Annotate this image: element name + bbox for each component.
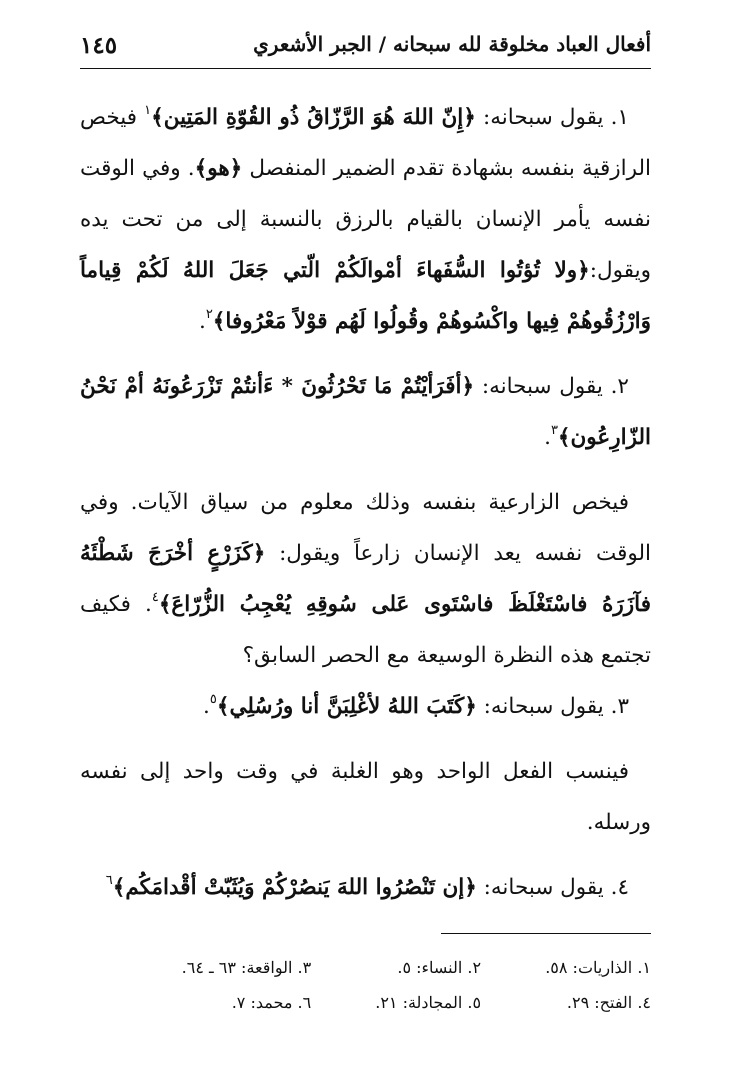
page-number: ١٤٥ bbox=[80, 32, 118, 59]
paragraph-6 bbox=[80, 862, 651, 913]
item-lead: ٤. يقول سبحانه: bbox=[476, 875, 629, 900]
footnote-ref[interactable]: ٦ bbox=[105, 873, 113, 888]
paragraph-text: . bbox=[203, 694, 210, 719]
paragraph-4 bbox=[80, 681, 651, 732]
paragraph-text: فينسب الفعل الواحد وهو الغلبة في وقت واحد إلى نفسه ورسله. bbox=[80, 759, 651, 835]
quran-verse: ﴿كَتَبَ اللهُ لأغْلِبَنَّ أنا ورُسُلِي﴾ bbox=[216, 694, 477, 719]
item-lead: ٢. يقول سبحانه: bbox=[474, 374, 629, 399]
paragraph-text: . وفي الوقت نفسه يأمر الإنسان بالقيام بالرزق بالنسبة إلى من تحت يده ويقول: bbox=[80, 156, 651, 283]
paragraph-5 bbox=[80, 746, 651, 848]
paragraph-3 bbox=[80, 477, 651, 681]
quran-verse: ﴿كَزَرْعٍ أخْرَجَ شَطْئَهُ فآزَرَهُ فاسْتَغْلَظَ فاسْتَوى عَلى سُوقِهِ يُعْجِبُ الزُّرّاعَ﴾ bbox=[80, 541, 651, 617]
footnote-3: ٣. الواقعة: ٦٣ ـ ٦٤. bbox=[181, 958, 312, 977]
paragraph-text: . فكيف تجتمع هذه النظرة الوسيعة مع الحصر السابق؟ bbox=[80, 592, 651, 668]
main-text bbox=[80, 92, 651, 913]
paragraph-text: . bbox=[544, 425, 551, 450]
header-title: أفعال العباد مخلوقة لله سبحانه / الجبر الأشعري bbox=[253, 32, 651, 56]
footnote-6: ٦. محمد: ٧. bbox=[231, 993, 312, 1012]
footnote-5: ٥. المجادلة: ٢١. bbox=[375, 993, 482, 1012]
footnote-ref[interactable]: ٣ bbox=[550, 423, 558, 438]
paragraph-text: فيخص الرازقية بنفسه بشهادة تقدم الضمير المنفصل bbox=[80, 105, 651, 181]
footnote-4: ٤. الفتح: ٢٩. bbox=[566, 993, 651, 1012]
footnote-row bbox=[120, 985, 651, 1020]
footnote-2: ٢. النساء: ٥. bbox=[397, 958, 482, 977]
running-header bbox=[80, 28, 651, 69]
footnote-ref[interactable]: ٥ bbox=[209, 692, 217, 707]
pronoun-quote: ﴿هو﴾ bbox=[194, 156, 243, 181]
item-lead: ٣. يقول سبحانه: bbox=[476, 694, 629, 719]
paragraph-text: فيخص الزارعية بنفسه وذلك معلوم من سياق الآيات. وفي الوقت نفسه يعد الإنسان زارعاً ويقول: bbox=[80, 490, 651, 566]
paragraph-text: . bbox=[198, 309, 206, 334]
footnotes bbox=[120, 950, 651, 1020]
footnote-divider bbox=[441, 933, 651, 934]
quran-verse: ﴿إِنّ اللهَ هُوَ الرَّزّاقُ ذُو القُوّةِ المَتِين﴾ bbox=[151, 105, 476, 130]
footnote-ref[interactable]: ٤ bbox=[151, 590, 159, 605]
paragraph-1 bbox=[80, 92, 651, 347]
quran-verse: ﴿ولا تُؤتُوا السُّفَهاءَ أمْوالَكُمْ الّتي جَعَلَ اللهُ لَكُمْ قِياماً وَارْزُقُوهُمْ فِيها واكْسُوهُمْ وقُولُوا لَهُم قوْلاً مَعْرُوفا﴾ bbox=[80, 258, 651, 334]
quran-verse: ﴿أفَرَأيْتُمْ مَا تَحْرُثُونَ * ءَأنتُمْ تَزْرَعُونَهُ أمْ نَحْنُ الزّارِعُون﴾ bbox=[80, 374, 651, 450]
paragraph-2 bbox=[80, 361, 651, 463]
footnote-1: ١. الذاريات: ٥٨. bbox=[545, 958, 651, 977]
footnote-row bbox=[120, 950, 651, 985]
footnote-ref[interactable]: ١ bbox=[144, 103, 152, 118]
footnote-ref[interactable]: ٢ bbox=[205, 307, 213, 322]
item-lead: ١. يقول سبحانه: bbox=[475, 105, 629, 130]
quran-verse: ﴿إن تَنْصُرُوا اللهَ يَنصُرْكُمْ وَيُثَبّتْ أقْدامَكُم﴾ bbox=[112, 875, 477, 900]
